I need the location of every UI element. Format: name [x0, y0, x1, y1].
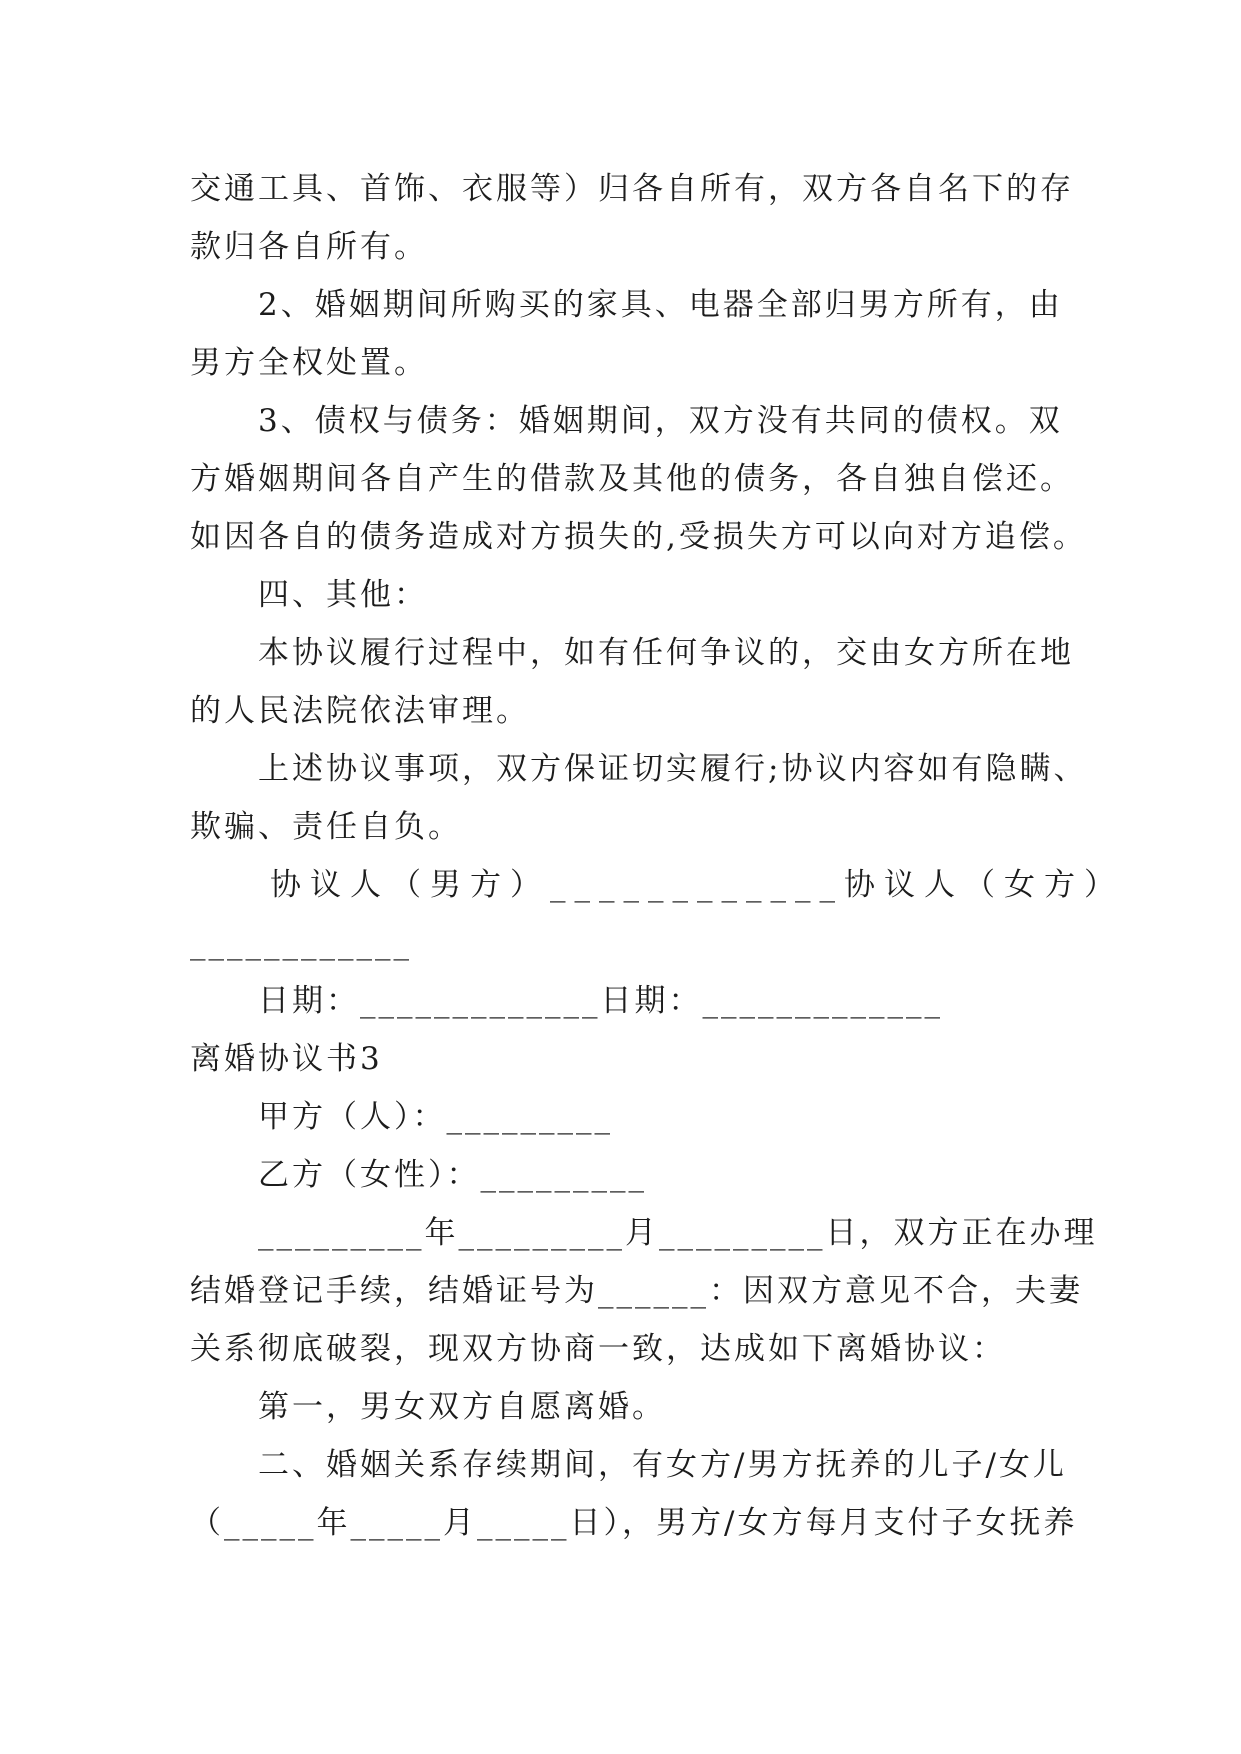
document-body [190, 160, 1124, 1552]
text-line: 如因各自的债务造成对方损失的,受损失方可以向对方追偿。 [190, 519, 1087, 555]
text-line: 男方全权处置。 [190, 345, 428, 381]
text-line: 关系彻底破裂，现双方协商一致，达成如下离婚协议： [190, 1331, 1006, 1367]
document-title: 离婚协议书3 [190, 1041, 383, 1077]
text-line: （_____年_____月_____日），男方/女方每月支付子女抚养 [190, 1505, 1078, 1541]
section-heading: 四、其他： [258, 577, 428, 613]
text-line: 二、婚姻关系存续期间，有女方/男方抚养的儿子/女儿 [258, 1447, 1067, 1483]
text-line: 方婚姻期间各自产生的借款及其他的债务，各自独自偿还。 [190, 461, 1074, 497]
text-line: 的人民法院依法审理。 [190, 693, 530, 729]
signature-line: 协议人（男方）____________协议人（女方） [270, 867, 1124, 903]
party-b-line: 乙方（女性）：_________ [258, 1157, 647, 1193]
text-line: 本协议履行过程中，如有任何争议的，交由女方所在地 [258, 635, 1074, 671]
text-line: 上述协议事项，双方保证切实履行;协议内容如有隐瞒、 [258, 751, 1088, 787]
text-line: 3、债权与债务：婚姻期间，双方没有共同的债权。双 [258, 403, 1063, 439]
text-line: _________年_________月_________日，双方正在办理 [258, 1215, 1098, 1251]
text-line: 交通工具、首饰、衣服等）归各自所有，双方各自名下的存 [190, 171, 1074, 207]
date-line: 日期：_____________日期：_____________ [258, 983, 943, 1019]
party-a-line: 甲方（人）：_________ [258, 1099, 613, 1135]
text-line: 欺骗、责任自负。 [190, 809, 462, 845]
text-line: 2、婚姻期间所购买的家具、电器全部归男方所有，由 [258, 287, 1063, 323]
text-line: 第一，男女双方自愿离婚。 [258, 1389, 666, 1425]
signature-blank: ____________ [190, 925, 412, 961]
text-line: 款归各自所有。 [190, 229, 428, 265]
text-line: 结婚登记手续，结婚证号为______：因双方意见不合，夫妻 [190, 1273, 1083, 1309]
